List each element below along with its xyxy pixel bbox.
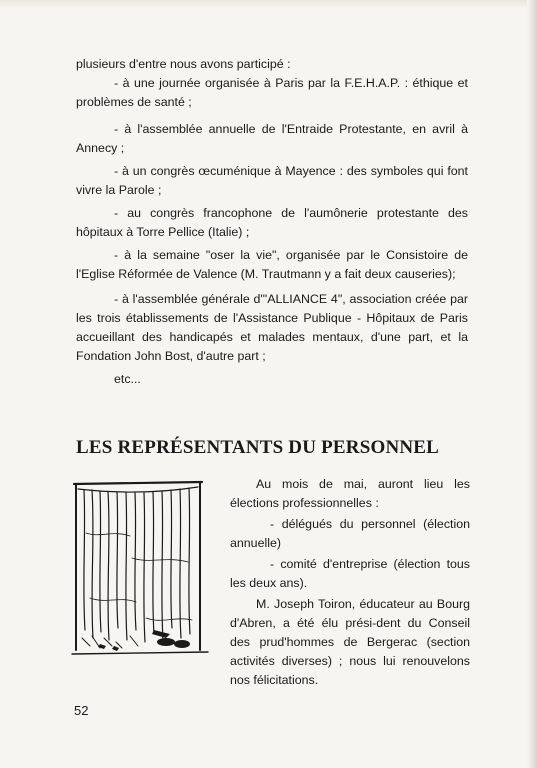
intro-line: plusieurs d'entre nous avons participé : <box>76 57 291 71</box>
list-item: - à un congrès œcuménique à Mayence : des symboles qui font vivre la Parole ; <box>76 164 468 197</box>
page-top-edge <box>0 0 537 8</box>
page-number: 52 <box>74 703 89 718</box>
section-item: - délégués du personnel (élection annuelle) <box>230 517 470 550</box>
section-closing: M. Joseph Toiron, éducateur au Bourg d'Abren, a été élu prési-dent du Conseil des prud'hommes de Bergerac (section activités diverses) ; nous lui renouvelons nos félicitations. <box>230 597 470 687</box>
voting-booth-illustration <box>70 478 210 664</box>
section-intro: Au mois de mai, auront lieu les élections professionnelles : <box>230 477 470 510</box>
section-title: LES REPRÉSENTANTS DU PERSONNEL <box>76 437 440 458</box>
section-item: - comité d'entreprise (élection tous les deux ans). <box>230 557 470 590</box>
etc-text: etc... <box>114 372 141 386</box>
list-item: - à l'assemblée générale d'"ALLIANCE 4", association créée par les trois établissements de l'Assistance Publique - Hôpitaux de Paris accueillant des handicapés et malades mentaux, d'une part, et la Fondation John Bost, d'autre part ; <box>76 292 468 363</box>
page-right-edge <box>527 0 537 768</box>
list-item: - au congrès francophone de l'aumônerie protestante des hôpitaux à Torre Pellice (Italie) ; <box>76 206 468 239</box>
list-item: - à l'assemblée annuelle de l'Entraide Protestante, en avril à Annecy ; <box>76 122 468 155</box>
list-item: - à une journée organisée à Paris par la F.E.H.A.P. : éthique et problèmes de santé ; <box>76 76 468 109</box>
list-item: - à la semaine "oser la vie", organisée par le Consistoire de l'Eglise Réformée de Valence (M. Trautmann y a fait deux causeries); <box>76 248 468 281</box>
